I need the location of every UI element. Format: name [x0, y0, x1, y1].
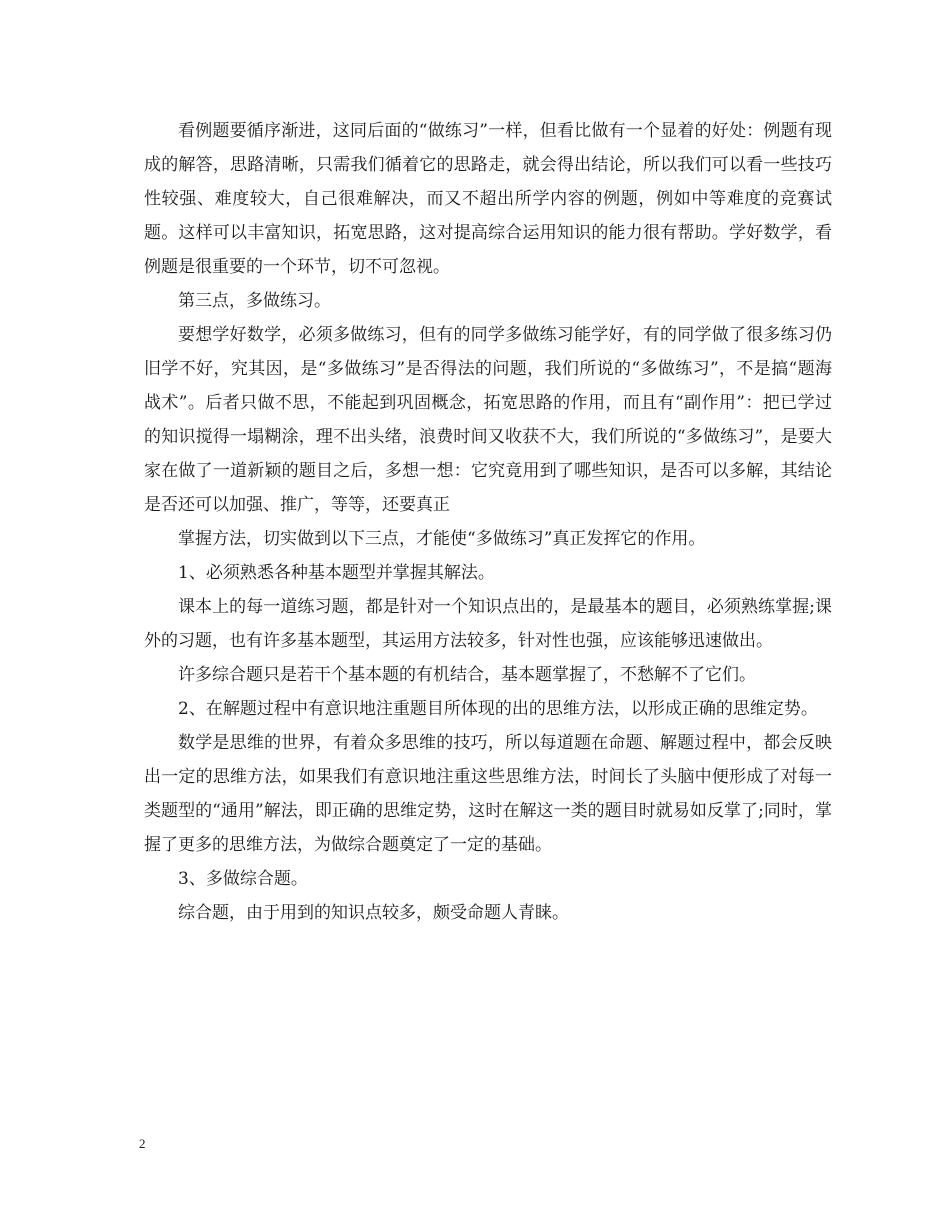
paragraph-practice-more: 要想学好数学，必须多做练习，但有的同学多做练习能学好，有的同学做了很多练习仍旧学不好，究其因，是“多做练习”是否得法的问题，我们所说的“多做练习”，不是搞“题海战术”。后者只做不思，不能起到巩固概念，拓宽思路的作用，而且有“副作用”：把已学过的知识搅得一塌糊涂，理不出头绪，浪费时间又收获不大，我们所说的“多做练习”，是要大家在做了一道新颖的题目之后，多想一想：它究竟用到了哪些知识，是否可以多解，其结论是否还可以加强、推广，等等，还要真正	[144, 325, 832, 515]
paragraph-comprehensive-problems: 综合题，由于用到的知识点较多，颇受命题人青睐。	[178, 903, 569, 923]
document-body	[144, 114, 832, 930]
paragraph-textbook-exercises: 课本上的每一道练习题，都是针对一个知识点出的，是最基本的题目，必须熟练掌握;课外的习题，也有许多基本题型，其运用方法较多，针对性也强，应该能够迅速做出。	[144, 597, 832, 651]
paragraph-item-one-heading: 1、必须熟悉各种基本题型并掌握其解法。	[178, 563, 495, 583]
paragraph-comprehensive-combination: 许多综合题只是若干个基本题的有机结合，基本题掌握了，不愁解不了它们。	[178, 665, 756, 685]
paragraph-master-methods: 掌握方法，切实做到以下三点，才能使“多做练习”真正发挥它的作用。	[178, 529, 706, 549]
paragraph-item-three-heading: 3、多做综合题。	[178, 869, 308, 889]
paragraph-point-three-heading: 第三点，多做练习。	[178, 291, 331, 311]
paragraph-thinking-methods: 数学是思维的世界，有着众多思维的技巧，所以每道题在命题、解题过程中，都会反映出一定的思维方法，如果我们有意识地注重这些思维方法，时间长了头脑中便形成了对每一类题型的“通用”解法，即正确的思维定势，这时在解这一类的题目时就易如反掌了;同时，掌握了更多的思维方法，为做综合题奠定了一定的基础。	[144, 733, 832, 855]
paragraph-example-problems: 看例题要循序渐进，这同后面的“做练习”一样，但看比做有一个显着的好处：例题有现成的解答，思路清晰，只需我们循着它的思路走，就会得出结论，所以我们可以看一些技巧性较强、难度较大，自己很难解决，而又不超出所学内容的例题，例如中等难度的竞赛试题。这样可以丰富知识，拓宽思路，这对提高综合运用知识的能力很有帮助。学好数学，看例题是很重要的一个环节，切不可忽视。	[144, 121, 832, 277]
page-number: 2	[139, 1136, 146, 1151]
paragraph-item-two-heading: 2、在解题过程中有意识地注重题目所体现的出的思维方法，以形成正确的思维定势。	[178, 699, 818, 719]
